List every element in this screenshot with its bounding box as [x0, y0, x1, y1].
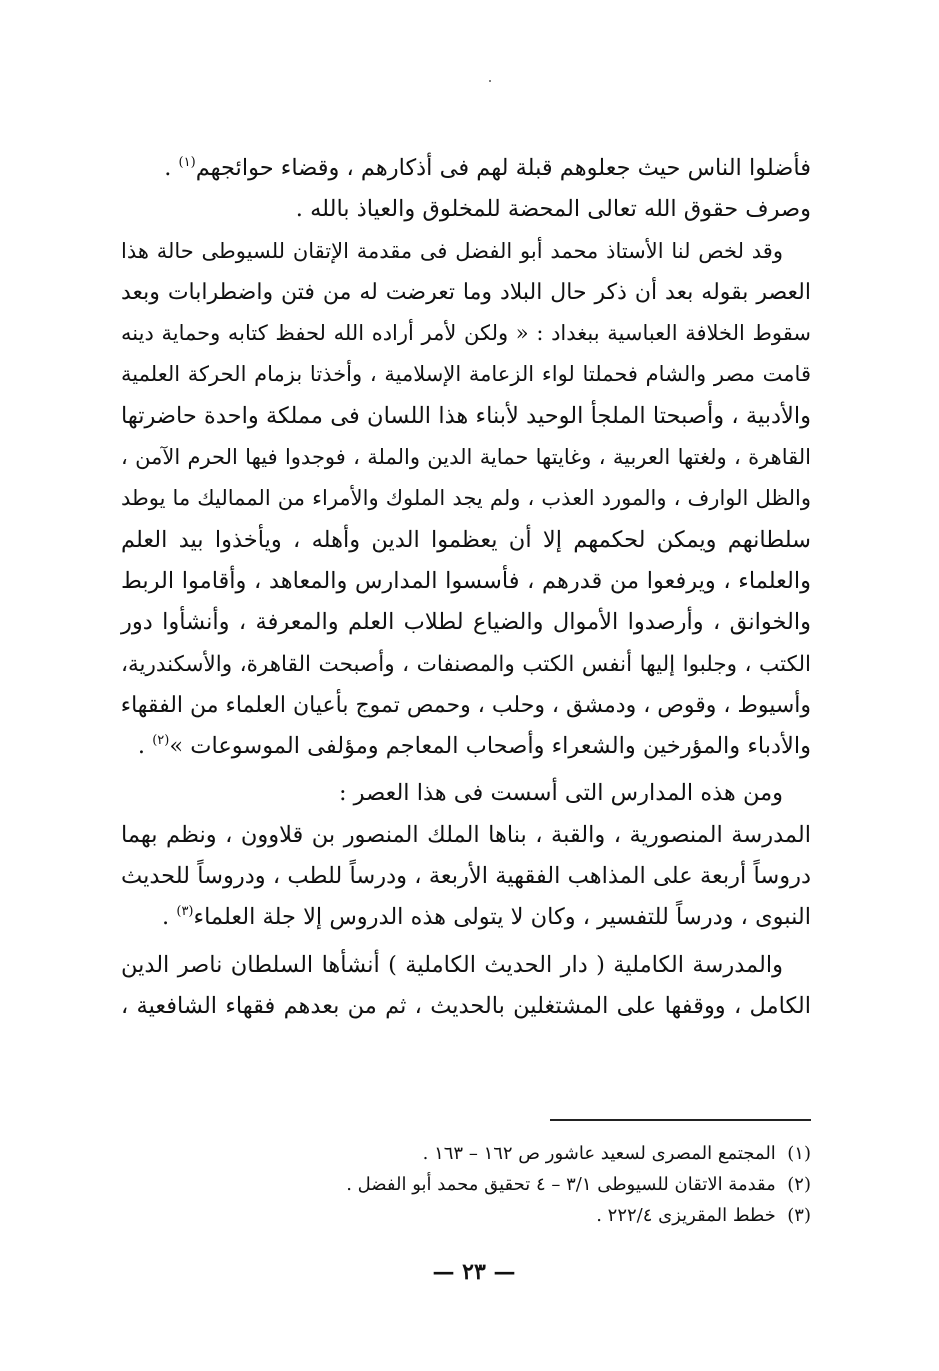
footnote-text: المجتمع المصرى لسعيد عاشور ص ١٦٢ – ١٦٣ . — [422, 1143, 776, 1164]
text-line: والعلماء ، ويرفعوا من قدرهم ، فأسسوا المدارس والمعاهد ، وأقاموا الربط — [121, 567, 811, 594]
text-line: الكتب ، وجلبوا إليها أنفس الكتب والمصنفات ، وأصبحت القاهرة، والأسكندرية، — [121, 651, 811, 677]
print-speck — [489, 80, 491, 82]
paragraph-first-line: وقد لخص لنا الأستاذ محمد أبو الفضل فى مقدمة الإتقان للسيوطى حالة هذا — [121, 238, 783, 263]
text-line: والظل الوارف ، والمورد العذب ، ولم يجد الملوك والأمراء من المماليك ما يوطد — [121, 486, 811, 511]
text-line: القاهرة ، ولغتها العربية ، وغايتها حماية الدين والملة ، فوجدوا فيها الحرم الآمن ، — [121, 445, 811, 470]
footnote-separator — [550, 1119, 811, 1121]
text-line — [121, 897, 811, 938]
footnotes — [121, 1138, 811, 1231]
text-run: والأدباء والمؤرخين والشعراء وأصحاب المعاجم ومؤلفى الموسوعات » — [169, 733, 811, 760]
footnote — [121, 1200, 811, 1231]
text-line — [121, 148, 811, 189]
text-run: فأضلوا الناس حيث جعلوهم قبلة لهم فى أذكارهم ، وقضاء حوائجهم — [195, 155, 811, 181]
page-number: — ٢٣ — — [432, 1259, 516, 1285]
text-line: الكامل ، ووقفها على المشتغلين بالحديث ، ثم من بعدهم فقهاء الشافعية ، — [121, 992, 811, 1019]
footnote-ref-1: (١) — [178, 155, 196, 170]
footnote-text: خطط المقريزى ٢٢٢/٤ . — [596, 1205, 776, 1226]
text-run: . — [137, 733, 153, 760]
text-line: العصر بقوله بعد أن ذكر حال البلاد وما تعرضت له من فتن واضطرابات وبعد — [121, 279, 811, 305]
footnote — [121, 1138, 811, 1169]
paragraph-first-line: والمدرسة الكاملية ( دار الحديث الكاملية ) أنشأها السلطان ناصر الدين — [121, 951, 783, 978]
text-line — [121, 726, 811, 767]
main-text — [121, 148, 811, 1027]
text-line: سقوط الخلافة العباسية ببغداد : « ولكن لأمر أراده الله لحفظ كتابه وحماية دينه — [121, 321, 811, 346]
text-run: النبوى ، ودرساً للتفسير ، وكان لا يتولى هذه الدروس إلا جلة العلماء — [193, 904, 811, 931]
footnote-number: (٢) — [787, 1174, 811, 1195]
text-line: وأسيوط ، وقوص ، ودمشق ، وحلب ، وحمص تموج بأعيان العلماء من الفقهاء — [120, 692, 811, 718]
text-run: . — [162, 904, 177, 931]
footnote-number: (١) — [787, 1143, 811, 1164]
text-line: دروساً أربعة على المذاهب الفقهية الأربعة ، ودرساً للطب ، ودروساً للحديث — [121, 863, 811, 890]
footnote-number: (٣) — [787, 1205, 811, 1226]
footnote-text: مقدمة الاتقان للسيوطى ٣/١ – ٤ تحقيق محمد أبو الفضل . — [346, 1174, 776, 1195]
paragraph-first-line: ومن هذه المدارس التى أسست فى هذا العصر : — [338, 780, 783, 807]
text-run: . — [164, 155, 179, 181]
text-line: سلطانهم ويمكن لحكمهم إلا أن يعظموا الدين وأهله ، ويأخذوا بيد العلم — [121, 526, 811, 553]
text-line: والأدبية ، وأصبحتا الملجأ الوحيد لأبناء هذا اللسان فى مملكة واحدة حاضرتها — [121, 402, 811, 429]
footnote — [121, 1169, 811, 1200]
paragraph-first-line: المدرسة المنصورية ، والقبة ، بناها الملك المنصور بن قلاوون ، ونظم بهما — [121, 821, 811, 848]
text-line: قامت مصر والشام فحملتا لواء الزعامة الإسلامية ، وأخذتا بزمام الحركة العلمية — [121, 362, 811, 387]
footnote-ref-2: (٢) — [152, 733, 170, 749]
text-line: وصرف حقوق الله تعالى المحضة للمخلوق والعياذ بالله . — [295, 196, 811, 223]
footnote-ref-3: (٣) — [176, 904, 194, 920]
text-line: والخوانق ، وأرصدوا الأموال والضياع لطلاب العلم والمعرفة ، وأنشأوا دور — [121, 609, 811, 636]
